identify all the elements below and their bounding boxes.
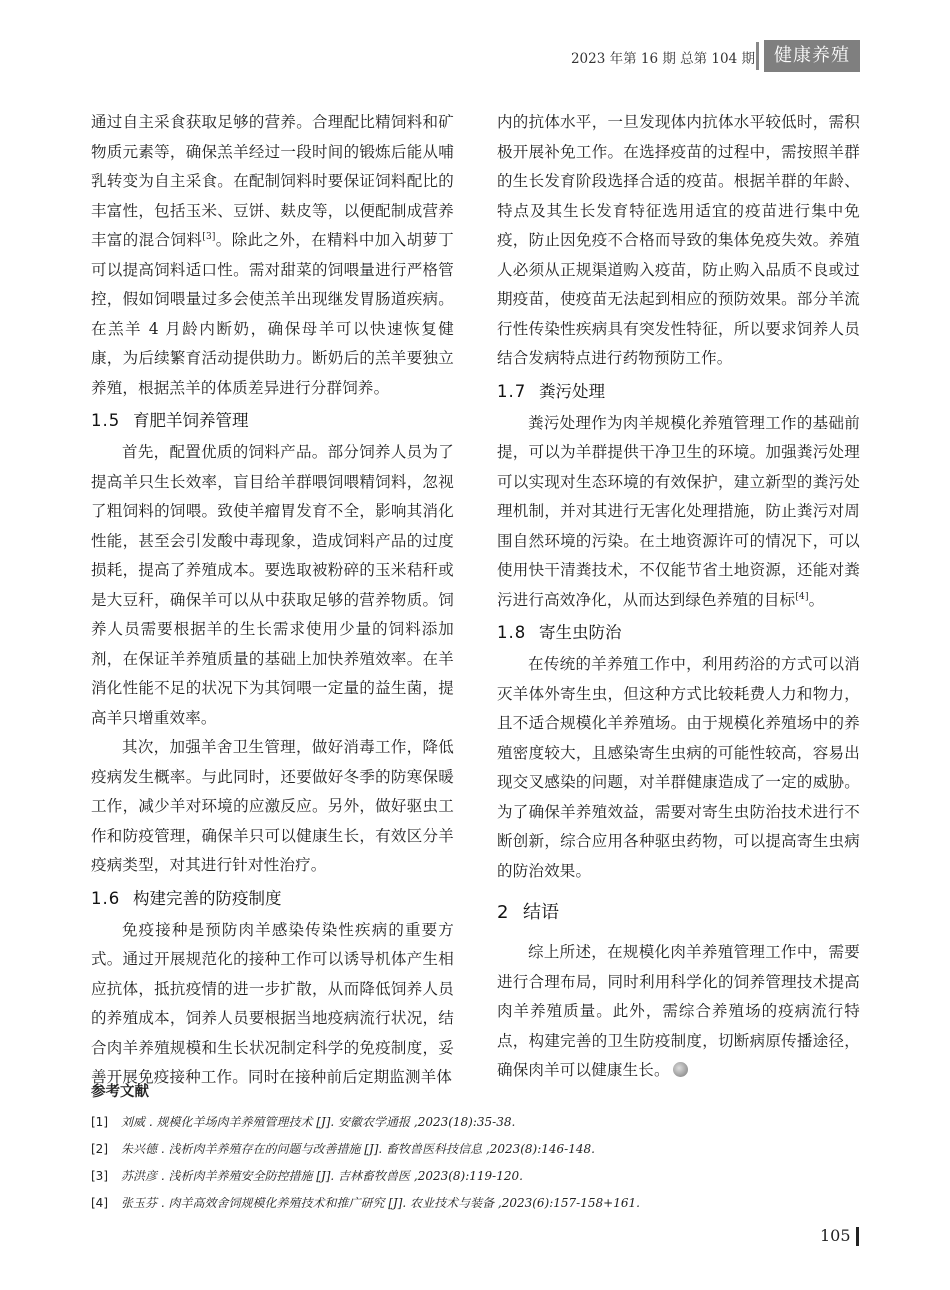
end-mark-icon: [673, 1062, 688, 1077]
reference-item: [4] 张玉芬 . 肉羊高效舍饲规模化养殖技术和推广研究 [J]. 农业技术与装备 ,2023(6):157-158+161.: [91, 1196, 640, 1210]
section-heading-1-7: 1.7 粪污处理: [497, 381, 605, 401]
section-heading-1-6: 1.6 构建完善的防疫制度: [91, 888, 282, 908]
paragraph: 首先，配置优质的饲料产品。部分饲养人员为了提高羊只生长效率，盲目给羊群喂饲喂精饲料，忽视了粗饲料的饲喂。致使羊瘤胃发育不全，影响其消化性能，甚至会引发酸中毒现象，造成饲料产品的过度损耗，提高了养殖成本。要选取被粉碎的玉米秸秆或是大豆秆，确保羊可以从中获取足够的营养物质。饲养人员需要根据羊的生长需求使用少量的饲料添加剂，在保证羊养殖质量的基础上加快养殖效率。在羊消化性能不足的状况下为其饲喂一定量的益生菌，提高羊只增重效率。: [91, 443, 454, 727]
citation: [3]: [202, 231, 216, 242]
references-title: 参考文献: [91, 1084, 149, 1100]
journal-section-tag: 健康养殖: [764, 40, 860, 72]
section-heading-1-5: 1.5 育肥羊饲养管理: [91, 411, 249, 430]
right-column: [497, 108, 860, 1086]
paragraph: 其次，加强羊舍卫生管理，做好消毒工作，降低疫病发生概率。与此同时，还要做好冬季的防寒保暖工作，减少羊对环境的应激反应。另外，做好驱虫工作和防疫管理，确保羊只可以健康生长，有效区分羊疫病类型，对其进行针对性治疗。: [91, 738, 454, 874]
paragraph: 通过自主采食获取足够的营养。合理配比精饲料和矿物质元素等，确保羔羊经过一段时间的锻炼后能从哺乳转变为自主采食。在配制饲料时要保证饲料配比的丰富性，包括玉米、豆饼、麸皮等，以便配制成营养丰富的混合饲料[3]。除此之外，在精料中加入胡萝丁可以提高饲料适口性。需对甜菜的饲喂量进行严格管控，假如饲喂量过多会使羔羊出现继发胃肠道疾病。在羔羊 4 月龄内断奶，确保母羊可以快速恢复健康，为后续繁育活动提供助力。断奶后的羔羊要独立养殖，根据羔羊的体质差异进行分群饲养。: [91, 113, 454, 397]
page-number: 105: [820, 1226, 851, 1245]
paragraph: 综上所述，在规模化肉羊养殖管理工作中，需要进行合理布局，同时利用科学化的饲养管理技术提高肉羊养殖质量。此外，需综合养殖场的疫病流行特点，构建完善的卫生防疫制度，切断病原传播途径，确保肉羊可以健康生长。: [497, 943, 860, 1079]
reference-item: [1] 刘威 . 规模化羊场肉羊养殖管理技术 [J]. 安徽农学通报 ,2023(18):35-38.: [91, 1115, 516, 1129]
citation: [4]: [795, 591, 809, 602]
paragraph: 免疫接种是预防肉羊感染传染性疾病的重要方式。通过开展规范化的接种工作可以诱导机体产生相应抗体，抵抗疫情的进一步扩散，从而降低饲养人员的养殖成本，饲养人员要根据当地疫病流行状况，结合肉羊养殖规模和生长状况制定科学的免疫制度，妥善开展免疫接种工作。同时在接种前后定期监测羊体: [91, 920, 454, 1086]
page-header: [0, 40, 950, 72]
paragraph: 内的抗体水平，一旦发现体内抗体水平较低时，需积极开展补免工作。在选择疫苗的过程中，需按照羊群的生长发育阶段选择合适的疫苗。根据羊群的年龄、特点及其生长发育特征选用适宜的疫苗进行集中免疫，防止因免疫不合格而导致的集体免疫失效。养殖人必须从正规渠道购入疫苗，防止购入品质不良或过期疫苗，使疫苗无法起到相应的预防效果。部分羊流行性传染性疾病具有突发性特征，所以要求饲养人员结合发病特点进行药物预防工作。: [497, 113, 860, 367]
reference-item: [3] 苏洪彦 . 浅析肉羊养殖安全防控措施 [J]. 吉林畜牧兽医 ,2023(8):119-120.: [91, 1169, 523, 1183]
page-number-bar: [856, 1227, 859, 1246]
section-heading-2: 2 结语: [497, 902, 559, 923]
header-divider: [756, 42, 759, 70]
references: [91, 1080, 871, 1217]
issue-info: 2023 年第 16 期 总第 104 期: [570, 51, 755, 67]
left-column: [91, 108, 454, 1093]
section-heading-1-8: 1.8 寄生虫防治: [497, 623, 622, 642]
paragraph: 在传统的羊养殖工作中，利用药浴的方式可以消灭羊体外寄生虫，但这种方式比较耗费人力和物力，且不适合规模化羊养殖场。由于规模化养殖场中的养殖密度较大，且感染寄生虫病的可能性较高，容易出现交叉感染的问题，对羊群健康造成了一定的威胁。为了确保羊养殖效益，需要对寄生虫防治技术进行不断创新，综合应用各种驱虫药物，可以提高寄生虫病的防治效果。: [497, 655, 860, 880]
reference-item: [2] 朱兴德 . 浅析肉羊养殖存在的问题与改善措施 [J]. 畜牧兽医科技信息 ,2023(8):146-148.: [91, 1142, 595, 1156]
paragraph: 粪污处理作为肉羊规模化养殖管理工作的基础前提，可以为羊群提供干净卫生的环境。加强粪污处理可以实现对生态环境的有效保护，建立新型的粪污处理机制，并对其进行无害化处理措施，防止粪污对周围自然环境的污染。在土地资源许可的情况下，可以使用快干清粪技术，不仅能节省土地资源，还能对粪污进行高效净化，从而达到绿色养殖的目标[4]。: [497, 413, 860, 609]
